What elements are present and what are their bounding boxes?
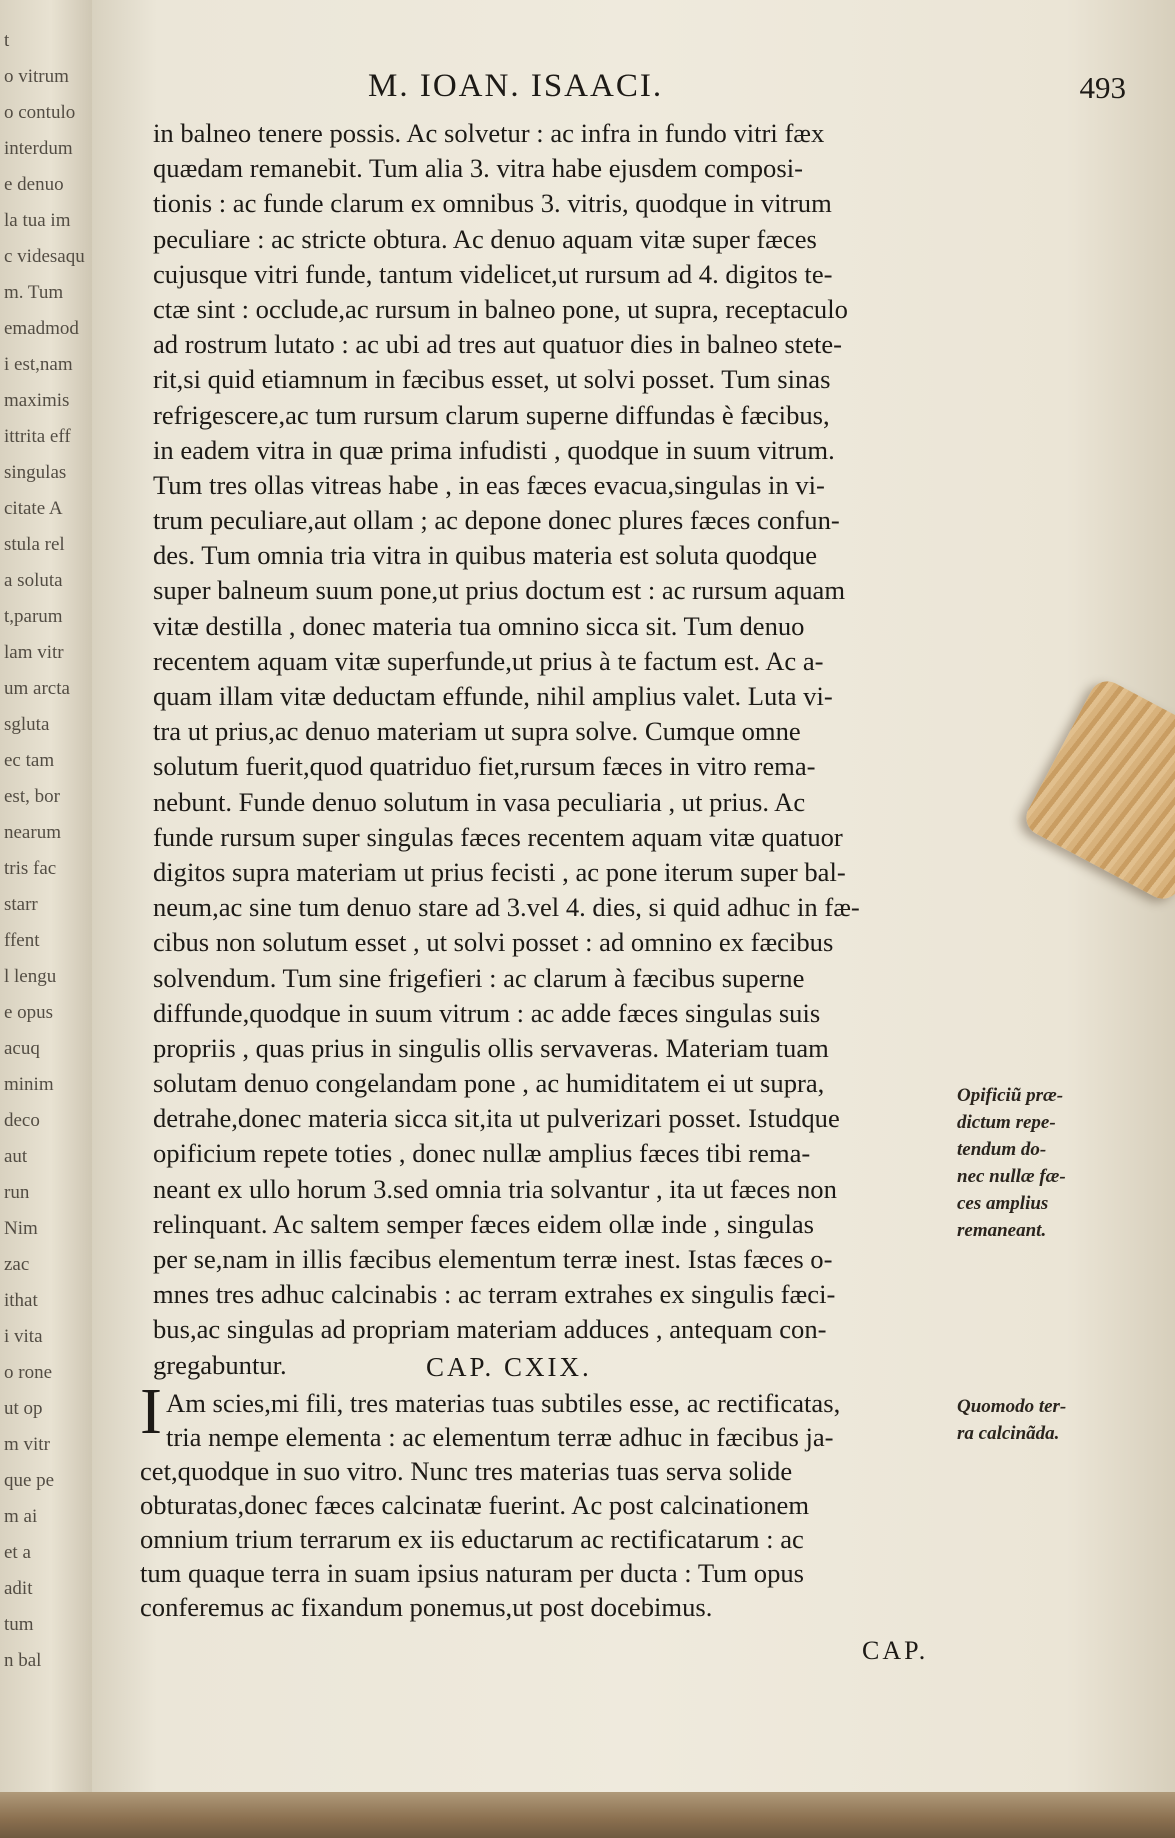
text-line: cibus non solutum esset , ut solvi posset : ad omnino ex fæcibus [153, 927, 834, 958]
left-page-fragment: adit [4, 1578, 33, 1599]
left-page-fragment: tum [4, 1614, 34, 1635]
left-page-fragment: t [4, 30, 10, 51]
left-page-fragment: lam vitr [4, 642, 64, 663]
chapter-text-line: Am scies,mi fili, tres materias tuas subtiles esse, ac rectificatas, [166, 1388, 841, 1418]
margin-note-line: remaneant. [957, 1220, 1047, 1241]
margin-note-line: ra calcinãda. [957, 1423, 1060, 1444]
left-page-fragment: e denuo [4, 174, 64, 195]
left-page-fragment: i est,nam [4, 354, 73, 375]
text-line: gregabuntur. [153, 1349, 287, 1380]
margin-note-line: Quomodo ter- [957, 1396, 1067, 1417]
text-line: bus,ac singulas ad propriam materiam adduces , antequam con- [153, 1314, 827, 1345]
left-page-fragment: a soluta [4, 570, 63, 591]
text-line: super balneum suum pone,ut prius doctum est : ac rursum aquam [153, 575, 846, 606]
margin-note-line: nec nullæ fæ- [957, 1166, 1066, 1187]
left-page-fragment: m. Tum [4, 282, 64, 303]
main-text-block [153, 116, 953, 1383]
text-line: Tum tres ollas vitreas habe , in eas fæces evacua,singulas in vi- [153, 469, 825, 500]
left-page-fragment: est, bor [4, 786, 60, 807]
chapter-heading: CAP. CXIX. [426, 1352, 592, 1382]
margin-note-line: tendum do- [957, 1139, 1047, 1160]
text-line: digitos supra materiam ut prius fecisti , ac pone iterum super bal- [153, 856, 846, 887]
chapter-text-line: cet,quodque in suo vitro. Nunc tres materias tuas serva solide [140, 1456, 793, 1486]
drop-capital: I [140, 1375, 162, 1448]
text-line: propriis , quas prius in singulis ollis servaveras. Materiam tuam [153, 1032, 829, 1063]
text-line: in balneo tenere possis. Ac solvetur : ac infra in fundo vitri fæx [153, 118, 825, 148]
left-page-fragment: et a [4, 1542, 31, 1563]
catchword: CAP. [862, 1636, 929, 1665]
margin-note-quomodo [957, 1393, 1107, 1447]
left-page-fragment: acuq [4, 1038, 40, 1059]
left-page-fragment: ithat [4, 1290, 38, 1311]
text-line: neant ex ullo horum 3.sed omnia tria solvantur , ita ut fæces non [153, 1173, 837, 1204]
left-page-fragment: m vitr [4, 1434, 50, 1455]
book-bottom-edge [0, 1792, 1175, 1838]
text-line: funde rursum super singulas fæces recentem aquam vitæ quatuor [153, 821, 843, 852]
left-page-fragment: stula rel [4, 534, 65, 555]
left-page-fragment: ffent [4, 930, 40, 951]
text-line: tionis : ac funde clarum ex omnibus 3. vitris, quodque in vitrum [153, 188, 832, 219]
text-line: relinquant. Ac saltem semper fæces eidem ollæ inde , singulas [153, 1208, 814, 1239]
text-line: solvendum. Tum sine frigefieri : ac clarum à fæcibus superne [153, 962, 805, 993]
left-page-fragment: aut [4, 1146, 28, 1167]
margin-note-line: dictum repe- [957, 1112, 1056, 1133]
text-line: vitæ destilla , donec materia tua omnino sicca sit. Tum denuo [153, 610, 805, 641]
text-line: solutam denuo congelandam pone , ac humiditatem ei ut supra, [153, 1068, 825, 1099]
left-page-fragment: um arcta [4, 678, 70, 699]
left-page-fragment: la tua im [4, 210, 71, 231]
text-line: peculiare : ac stricte obtura. Ac denuo aquam vitæ super fæces [153, 223, 817, 254]
text-line: neum,ac sine tum denuo stare ad 3.vel 4. dies, si quid adhuc in fæ- [153, 892, 860, 923]
chapter-text-block [140, 1386, 960, 1624]
text-line: trum peculiare,aut ollam ; ac depone donec plures fæces confun- [153, 505, 840, 536]
left-page-fragment: citate A [4, 498, 63, 519]
text-line: refrigescere,ac tum rursum clarum superne diffundas è fæcibus, [153, 399, 830, 430]
page-header [360, 68, 1126, 112]
left-page-fragment: emadmod [4, 318, 79, 339]
text-line: nebunt. Funde denuo solutum in vasa peculiaria , ut prius. Ac [153, 786, 806, 817]
text-line: des. Tum omnia tria vitra in quibus materia est soluta quodque [153, 540, 818, 571]
left-page-fragment: e opus [4, 1002, 54, 1023]
text-line: solutum fuerit,quod quatriduo fiet,rursum fæces in vitro rema- [153, 751, 816, 782]
left-page-fragment: nearum [4, 822, 61, 843]
left-page-fragment: maximis [4, 390, 70, 411]
left-page-fragment: ut op [4, 1398, 43, 1419]
margin-note-line: ces amplius [957, 1193, 1049, 1214]
left-page-fragment: zac [4, 1254, 30, 1275]
margin-note-opificium [957, 1082, 1107, 1244]
left-page-fragment: deco [4, 1110, 40, 1131]
left-page-fragment: n bal [4, 1650, 42, 1671]
text-line: recentem aquam vitæ superfunde,ut prius à te factum est. Ac a- [153, 645, 824, 676]
left-page-fragment: i vita [4, 1326, 43, 1347]
left-page-fragment: interdum [4, 138, 73, 159]
left-page-fragment: m ai [4, 1506, 38, 1527]
left-page-fragment: t,parum [4, 606, 63, 627]
left-page-fragment: Nim [4, 1218, 38, 1239]
text-line: detrahe,donec materia sicca sit,ita ut pulverizari posset. Istudque [153, 1103, 840, 1134]
left-page-fragment: minim [4, 1074, 54, 1095]
text-line: quædam remanebit. Tum alia 3. vitra habe ejusdem composi- [153, 153, 803, 184]
chapter-text-line: omnium trium terrarum ex iis eductarum ac rectificatarum : ac [140, 1524, 804, 1554]
text-line: mnes tres adhuc calcinabis : ac terram extrahes ex singulis fæci- [153, 1279, 836, 1310]
chapter-text-line: obturatas,donec fæces calcinatæ fuerint. Ac post calcinationem [140, 1490, 810, 1520]
chapter-text-line: tum quaque terra in suam ipsius naturam per ducta : Tum opus [140, 1558, 805, 1588]
left-page-fragment: sgluta [4, 714, 50, 735]
left-page-fragment: l lengu [4, 966, 57, 987]
text-line: per se,nam in illis fæcibus elementum terræ inest. Istas fæces o- [153, 1244, 833, 1274]
page-number: 493 [1079, 70, 1126, 105]
left-page-fragment: singulas [4, 462, 67, 483]
text-line: tra ut prius,ac denuo materiam ut supra solve. Cumque omne [153, 716, 801, 747]
left-page-fragment: run [4, 1182, 30, 1203]
text-line: ctæ sint : occlude,ac rursum in balneo pone, ut supra, receptaculo [153, 293, 848, 324]
text-line: quam illam vitæ deductam effunde, nihil amplius valet. Luta vi- [153, 681, 833, 711]
text-line: rit,si quid etiamnum in fæcibus esset, ut solvi posset. Tum sinas [153, 364, 831, 395]
left-page-fragment: que pe [4, 1470, 55, 1491]
text-line: opificium repete toties , donec nullæ amplius fæces tibi rema- [153, 1138, 811, 1169]
left-page-fragment: o rone [4, 1362, 53, 1383]
left-page-fragment: c videsaqu [4, 246, 85, 267]
left-page-fragment: o vitrum [4, 66, 69, 87]
left-page-fragment: ittrita eff [4, 426, 71, 447]
left-page-fragment: o contulo [4, 102, 76, 123]
left-page-fragment: starr [4, 894, 38, 915]
running-head: M. IOAN. ISAACI. [368, 68, 664, 104]
chapter-text-line: conferemus ac fixandum ponemus,ut post docebimus. [140, 1592, 713, 1622]
margin-note-line: Opificiũ præ- [957, 1085, 1064, 1106]
text-line: in eadem vitra in quæ prima infudisti , quodque in suum vitrum. [153, 434, 835, 465]
text-line: ad rostrum lutato : ac ubi ad tres aut quatuor dies in balneo stete- [153, 329, 843, 360]
chapter-text-line: tria nempe elementa : ac elementum terræ adhuc in fæcibus ja- [166, 1422, 834, 1452]
left-page-fragment: tris fac [4, 858, 57, 879]
left-page-edge [0, 0, 94, 1838]
left-page-fragment: ec tam [4, 750, 55, 771]
text-line: diffunde,quodque in suum vitrum : ac adde fæces singulas suis [153, 997, 821, 1028]
text-line: cujusque vitri funde, tantum videlicet,ut rursum ad 4. digitos te- [153, 258, 833, 289]
